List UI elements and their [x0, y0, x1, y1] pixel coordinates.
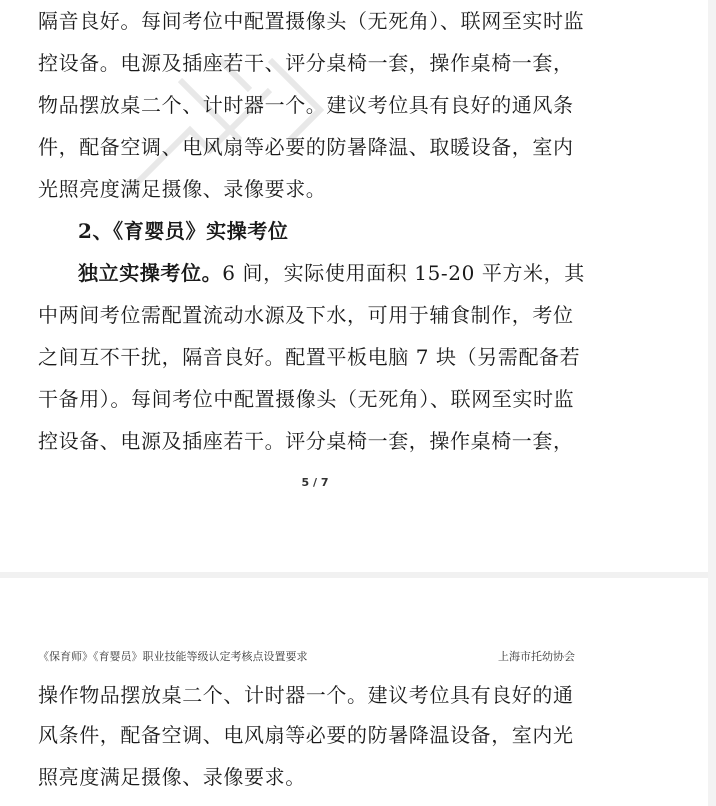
paragraph-line: 物品摆放桌二个、计时器一个。建议考位具有良好的通风条	[38, 93, 574, 117]
page-header-title: 《保育师》《育婴员》职业技能等级认定考核点设置要求	[38, 650, 308, 663]
paragraph-line: 中两间考位需配置流动水源及下水，可用于辅食制作，考位	[38, 303, 574, 327]
paragraph-line: 之间互不干扰，隔音良好。配置平板电脑 7 块（另需配备若	[38, 345, 581, 369]
bold-lead-text: 独立实操考位。	[78, 261, 223, 285]
paragraph-line: 操作物品摆放桌二个、计时器一个。建议考位具有良好的通	[38, 683, 574, 707]
paragraph-line-first	[78, 260, 638, 286]
paragraph-line: 件，配备空调、电风扇等必要的防暑降温、取暖设备，室内	[38, 135, 574, 159]
section-heading: 2、《育婴员》实操考位	[78, 219, 289, 243]
paragraph-line: 控设备。电源及插座若干、评分桌椅一套，操作桌椅一套，	[38, 51, 574, 75]
vertical-scrollbar[interactable]	[708, 0, 716, 806]
paragraph-line: 光照亮度满足摄像、录像要求。	[38, 177, 327, 201]
paragraph-line: 照亮度满足摄像、录像要求。	[38, 765, 306, 789]
paragraph-line: 干备用）。每间考位中配置摄像头（无死角）、联网至实时监	[38, 387, 575, 411]
page-number: 5 / 7	[301, 476, 329, 489]
paragraph-text: 6 间，实际使用面积 15-20 平方米，其	[222, 261, 585, 285]
page-header-organization: 上海市托幼协会	[498, 650, 575, 663]
paragraph-line: 风条件，配备空调、电风扇等必要的防暑降温设备，室内光	[38, 723, 574, 747]
paragraph-line: 控设备、电源及插座若干。评分桌椅一套，操作桌椅一套，	[38, 429, 574, 453]
paragraph-line: 隔音良好。每间考位中配置摄像头（无死角）、联网至实时监	[38, 9, 585, 33]
